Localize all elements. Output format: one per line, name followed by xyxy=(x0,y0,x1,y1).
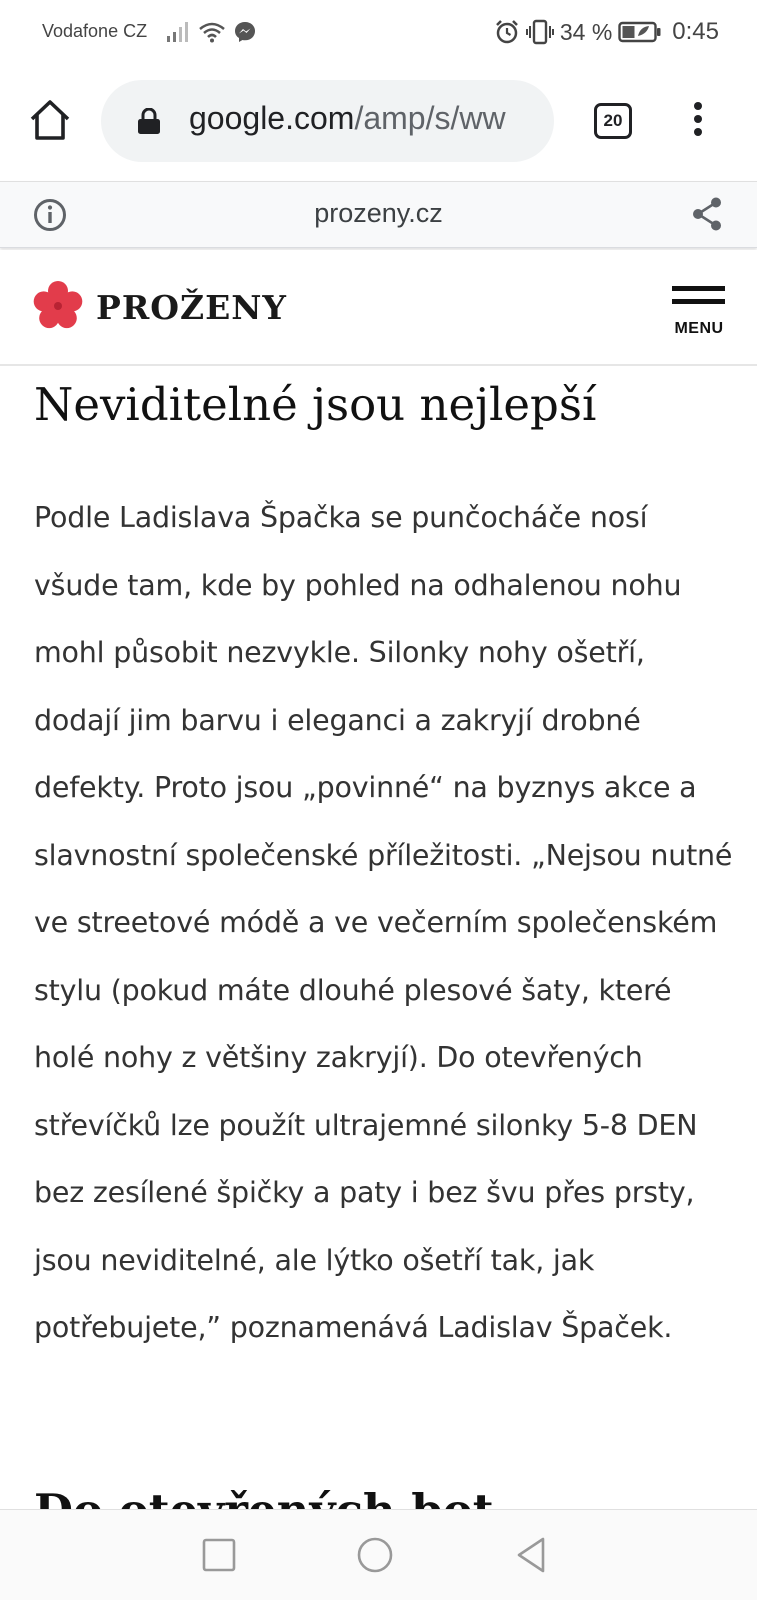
recents-icon[interactable] xyxy=(196,1532,242,1578)
battery-icon xyxy=(618,21,662,43)
battery-percent: 34 % xyxy=(559,18,613,45)
home-icon[interactable] xyxy=(28,98,72,142)
article-heading: Neviditelné jsou nejlepší xyxy=(34,378,597,431)
system-navigation-bar xyxy=(0,1509,757,1600)
home-circle-icon[interactable] xyxy=(352,1532,398,1578)
url-path: /amp/s/ww xyxy=(354,100,506,136)
carrier-name: Vodafone CZ xyxy=(42,21,148,41)
hamburger-icon xyxy=(672,286,725,291)
alarm-icon xyxy=(494,19,520,45)
back-icon[interactable] xyxy=(509,1532,555,1578)
clock: 0:45 xyxy=(672,18,719,45)
site-header xyxy=(0,250,757,366)
signal-icon xyxy=(166,21,190,43)
messenger-icon xyxy=(234,21,256,43)
status-bar xyxy=(0,0,757,66)
tab-switcher-button[interactable]: 20 xyxy=(594,103,632,139)
site-logo[interactable]: PROŽENY xyxy=(96,288,287,327)
article-paragraph: Podle Ladislava Špačka se punčocháče nosí všude tam, kde by pohled na odhalenou nohu mohl působit nezvykle. Silonky nohy ošetří, dodají jim barvu i eleganci a zakryjí drobné defekty. Proto jsou „povinné“ na byznys akce a slavnostní společenské příležitosti. „Nejsou nutné ve streetové módě a ve večerním společenském stylu (pokud máte dlouhé plesové šaty, které holé nohy z většiny zakryjí). Do otevřených střevíčků lze použít ultrajemné silonky 5-8 DEN bez zesílené špičky a paty i bez švu přes prsty, jsou neviditelné, ale lýtko ošetří tak, jak potřebujete,” poznamenává Ladislav Špaček. xyxy=(34,501,733,1344)
url-text[interactable] xyxy=(189,100,506,137)
wifi-icon xyxy=(198,21,226,43)
more-options-icon[interactable] xyxy=(690,102,706,142)
flower-logo-icon[interactable] xyxy=(32,280,84,332)
amp-domain[interactable]: prozeny.cz xyxy=(314,198,443,228)
vibrate-icon xyxy=(526,19,554,45)
site-menu-button[interactable] xyxy=(671,286,727,336)
url-host: google.com xyxy=(189,100,355,136)
lock-icon xyxy=(137,108,161,134)
menu-label: MENU xyxy=(674,320,724,337)
address-bar[interactable] xyxy=(101,80,554,162)
browser-toolbar xyxy=(0,66,757,181)
amp-header-bar xyxy=(0,181,757,248)
share-icon[interactable] xyxy=(691,196,723,232)
